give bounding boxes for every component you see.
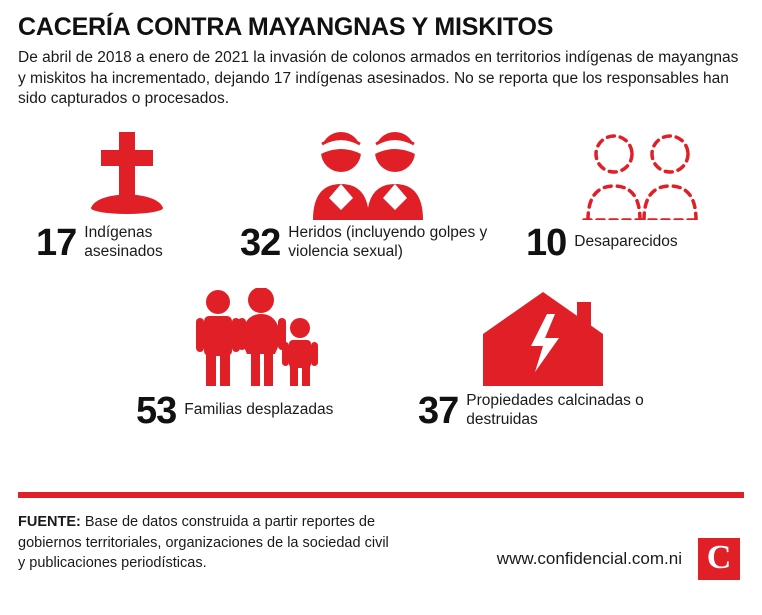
stat-heridos [240,128,500,262]
stat-figure-row [136,389,386,432]
stat-asesinados [36,128,226,262]
stat-label: Propiedades calcinadas o destruidas [466,392,644,428]
stat-label: Indígenas asesinados [84,224,163,260]
stat-propiedades [418,296,678,430]
grave-cross-icon [36,128,226,220]
stat-value: 53 [136,389,177,432]
missing-people-outline-icon [526,132,756,220]
stat-figure-row [526,221,756,264]
broken-house-icon [418,296,678,388]
footer [18,512,744,602]
stat-label: Familias desplazadas [184,401,334,419]
divider [18,492,744,498]
stat-value: 10 [526,221,567,264]
stat-value: 17 [36,221,77,264]
standfirst-text: De abril de 2018 a enero de 2021 la invasión de colonos armados en territorios indígenas de mayangnas y miskitos ha incrementado, dejando 17 indígenas asesinados. No se reporta que los responsables han sido capturados o procesados. [18,49,739,108]
stat-label: Heridos (incluyendo golpes y violencia sexual) [288,224,488,260]
brand-block [497,538,740,580]
source-text: Base de datos construida a partir reportes de gobiernos territoriales, organizaciones de la sociedad civil y publicaciones periodísticas. [18,514,389,572]
stats-group [18,128,744,468]
website-url[interactable]: www.confidencial.com.ni [496,549,682,568]
stat-figure-row [240,221,500,264]
stat-label: Desaparecidos [574,233,678,251]
injured-people-icon [240,128,500,220]
stat-figure-row [418,389,678,432]
source-note [18,512,398,574]
source-label: FUENTE: [18,514,81,530]
family-icon [136,296,386,388]
stat-figure-row [36,221,226,264]
stat-value: 37 [418,389,459,432]
stat-desaparecidos [526,132,756,262]
stat-value: 32 [240,221,281,264]
logo-letter: C [706,539,732,576]
confidencial-logo [698,538,740,580]
stat-familias [136,296,386,430]
page-title: CACERÍA CONTRA MAYANGNAS Y MISKITOS [18,13,554,41]
